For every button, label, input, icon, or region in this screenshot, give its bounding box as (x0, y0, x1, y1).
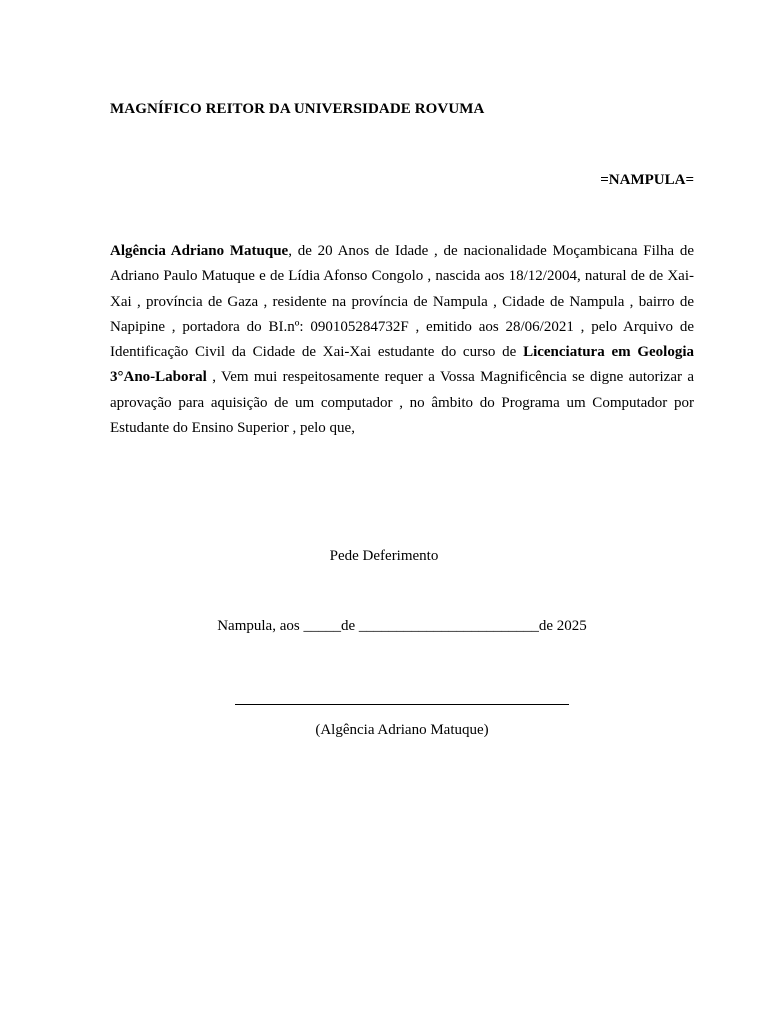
paragraph-text-part-2: , Vem mui respeitosamente requer a Vossa Magnificência se digne autorizar a aprovação para aquisição de um computador , no âmbito do Programa um Computador por Estudante do Ensino Superior , pelo que, (110, 369, 694, 437)
paragraph-text-part-1: , de 20 Anos de Idade , de nacionalidade Moçambicana Filha de Adriano Paulo Matuque e de Lídia Afonso Congolo , nascida aos 18/12/2004, natural de de Xai-Xai , província de Gaza , residente na província de Nampula , Cidade de Nampula , bairro de Napipine , portadora do BI.nº: 090105284732F , emitido aos 28/06/2021 , pelo Arquivo de Identificação Civil da Cidade de Xai-Xai estudante do curso de (110, 243, 694, 361)
addressee-heading: MAGNÍFICO REITOR DA UNIVERSIDADE ROVUMA (110, 101, 485, 117)
applicant-name: Algência Adriano Matuque (110, 243, 289, 259)
city-heading: =NAMPULA= (600, 172, 694, 188)
course-name: Licenciatura em Geologia 3°Ano-Laboral (110, 344, 694, 386)
request-paragraph (110, 239, 694, 441)
closing-phrase: Pede Deferimento (329, 548, 439, 564)
signature-name: (Algência Adriano Matuque) (315, 722, 489, 738)
signature-line (235, 704, 569, 705)
date-line: Nampula, aos _____de ________________________de 2025 (217, 618, 587, 634)
